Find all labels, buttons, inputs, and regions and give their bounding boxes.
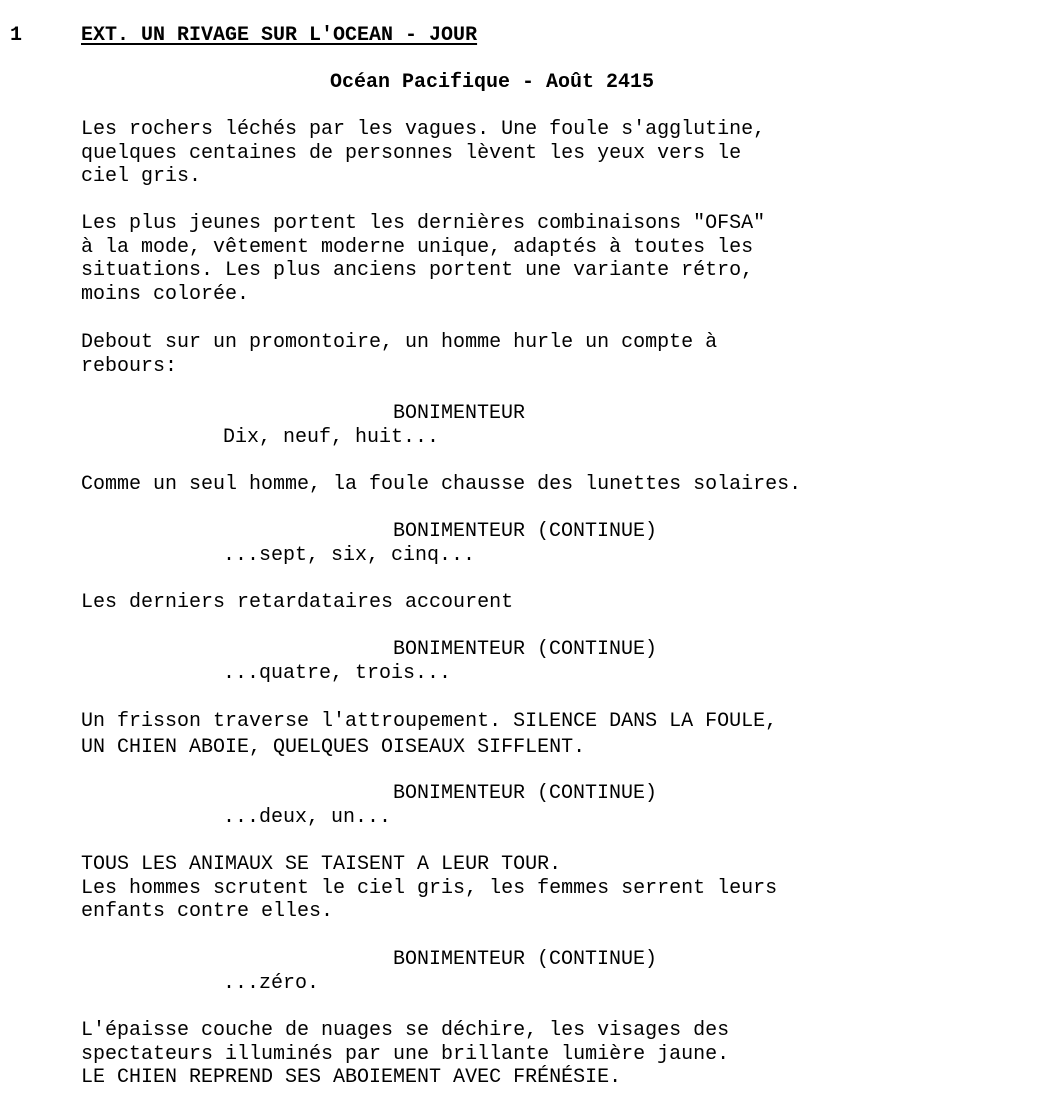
action-paragraph: L'épaisse couche de nuages se déchire, les visages des spectateurs illuminés par une brillante lumière jaune. LE CHIEN REPREND SES ABOIEMENT AVEC FRÉNÉSIE. bbox=[81, 1019, 730, 1090]
action-paragraph: Les plus jeunes portent les dernières combinaisons "OFSA" à la mode, vêtement moderne unique, adaptés à toutes les situations. Les plus anciens portent une variante rétro, moins colorée. bbox=[81, 212, 766, 307]
dialogue-line: ...zéro. bbox=[223, 972, 320, 995]
character-cue: BONIMENTEUR (CONTINUE) bbox=[393, 638, 658, 661]
scene-number: 1 bbox=[10, 24, 23, 47]
action-paragraph: Un frisson traverse l'attroupement. SILENCE DANS LA FOULE, UN CHIEN ABOIE, QUELQUES OISEAUX SIFFLENT. bbox=[81, 710, 778, 759]
action-paragraph: Comme un seul homme, la foule chausse des lunettes solaires. bbox=[81, 473, 802, 496]
character-cue: BONIMENTEUR (CONTINUE) bbox=[393, 782, 658, 805]
dialogue-line: ...quatre, trois... bbox=[223, 662, 452, 685]
location-date-subheading: Océan Pacifique - Août 2415 bbox=[329, 71, 655, 94]
character-cue: BONIMENTEUR (CONTINUE) bbox=[393, 948, 658, 971]
action-paragraph: Debout sur un promontoire, un homme hurle un compte à rebours: bbox=[81, 331, 718, 378]
dialogue-line: ...sept, six, cinq... bbox=[223, 544, 476, 567]
scene-heading: EXT. UN RIVAGE SUR L'OCEAN - JOUR bbox=[81, 24, 478, 47]
character-cue: BONIMENTEUR bbox=[393, 402, 526, 425]
action-paragraph: TOUS LES ANIMAUX SE TAISENT A LEUR TOUR. Les hommes scrutent le ciel gris, les femmes serrent leurs enfants contre elles. bbox=[81, 853, 778, 924]
character-cue: BONIMENTEUR (CONTINUE) bbox=[393, 520, 658, 543]
dialogue-line: Dix, neuf, huit... bbox=[223, 426, 440, 449]
action-paragraph: Les derniers retardataires accourent bbox=[81, 591, 514, 614]
dialogue-line: ...deux, un... bbox=[223, 806, 392, 829]
action-paragraph: Les rochers léchés par les vagues. Une foule s'agglutine, quelques centaines de personnes lèvent les yeux vers le ciel gris. bbox=[81, 118, 766, 189]
